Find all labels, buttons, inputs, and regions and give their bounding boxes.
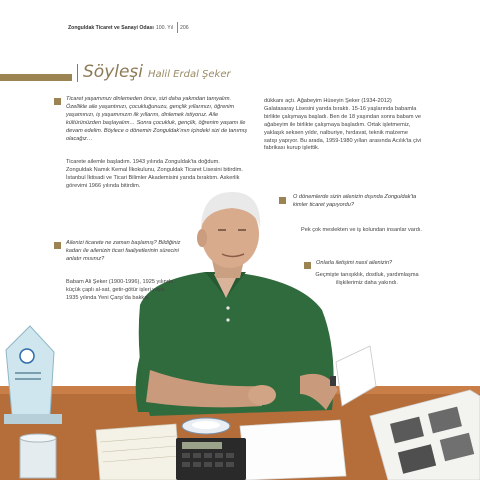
question-marker [54, 242, 61, 249]
answer-4: Geçmişte tanışıklık, dostluk, yardımlaşma ilişkilerimiz daha yakındı. [315, 272, 419, 286]
calculator [176, 438, 246, 480]
answer-2: Babam Ali Şeker (1900-1996), 1925 yılında küçük çaplı al-sat, getir-götür işleri yaptı. 1935 yılında Yeni Çarşı'da bakkal [66, 279, 173, 301]
question-marker [279, 197, 286, 204]
question-3: O dönemlerde sizin ailenizin dışında Zonguldak'ta kimler ticaret yapıyordu? [293, 194, 417, 208]
glass-cup [20, 434, 56, 478]
answer-2-continued: dükkanı açtı. Ağabeyim Hüseyin Şeker (1934-2012) Galatasaray Lisesini yarıda bıraktı. 15-16 yaşlarında babamla birlikte çalışmaya başladı. Ben de 18 yaşından sonra babam ve ağabeyim ile birlikte çalışmaya başladım. Ortak işletmemiz, yaklaşık seksen yıldır, nalburiye, hırdavat, teknik malzeme satışı yapıyor. Bu arada, 1959-1980 yılları arasında Acılık'ta çivi fabrikası kurup işlettik. [264, 98, 422, 152]
question-2: Ailenizi ticarete ne zaman başlamış? Bildiğiniz kadarı ile ailenizin ticari faaliyetlerinin sürecini anlatır mısınız? [66, 240, 181, 262]
interviewee-name: Halil Erdal Şeker [148, 69, 231, 80]
title-divider [77, 64, 78, 82]
question-marker [54, 98, 61, 105]
header-year: 100. Yıl [155, 25, 174, 31]
header-title-text: Zonguldak Ticaret ve Sanayi Odası [68, 25, 154, 31]
question-4: Onlarla iletişimi nasıl ailenizin? [316, 260, 393, 266]
question-marker [304, 262, 311, 269]
header-title [68, 25, 173, 31]
page-number: 206 [180, 25, 189, 31]
question-1: Ticaret yaşamınızı dinlemeden önce, sizi daha yakından tanıyalım. Özellikle aile yaşantınızı, çocukluğunuzu, gençlik yıllarınızı, öğrenim yaşamınızı, iş yaşamınızın ilk yıllarını, dinlemek istiyoruz. Aile kültürünüzden başlayalım… Sonra çocukluk, gençlik, öğrenim yaşamı ile devam edelim. Böylece o dönemin Zonguldak'ının içindeki sizi de tanımış olacağız… [66, 96, 248, 142]
title-accent-bar [0, 74, 72, 81]
answer-1: Ticarete ailemle başladım. 1943 yılında Zonguldak'ta doğdum. Zonguldak Namık Kemal İlkokulunu, Zonguldak Ticaret Lisesini bitirdim. İstanbul İktisadi ve Ticari Bilimler Akademisini yarıda bıraktım. Askerlik görevimi 1966 yılında bitirdim. [66, 159, 243, 189]
desk-papers [240, 420, 346, 480]
section-title: Söyleşi [83, 62, 144, 82]
answer-3: Pek çok meslekten ve iş kolundan insanlar vardı. [301, 227, 422, 233]
interview-photo [0, 180, 480, 480]
header-divider [177, 22, 178, 33]
